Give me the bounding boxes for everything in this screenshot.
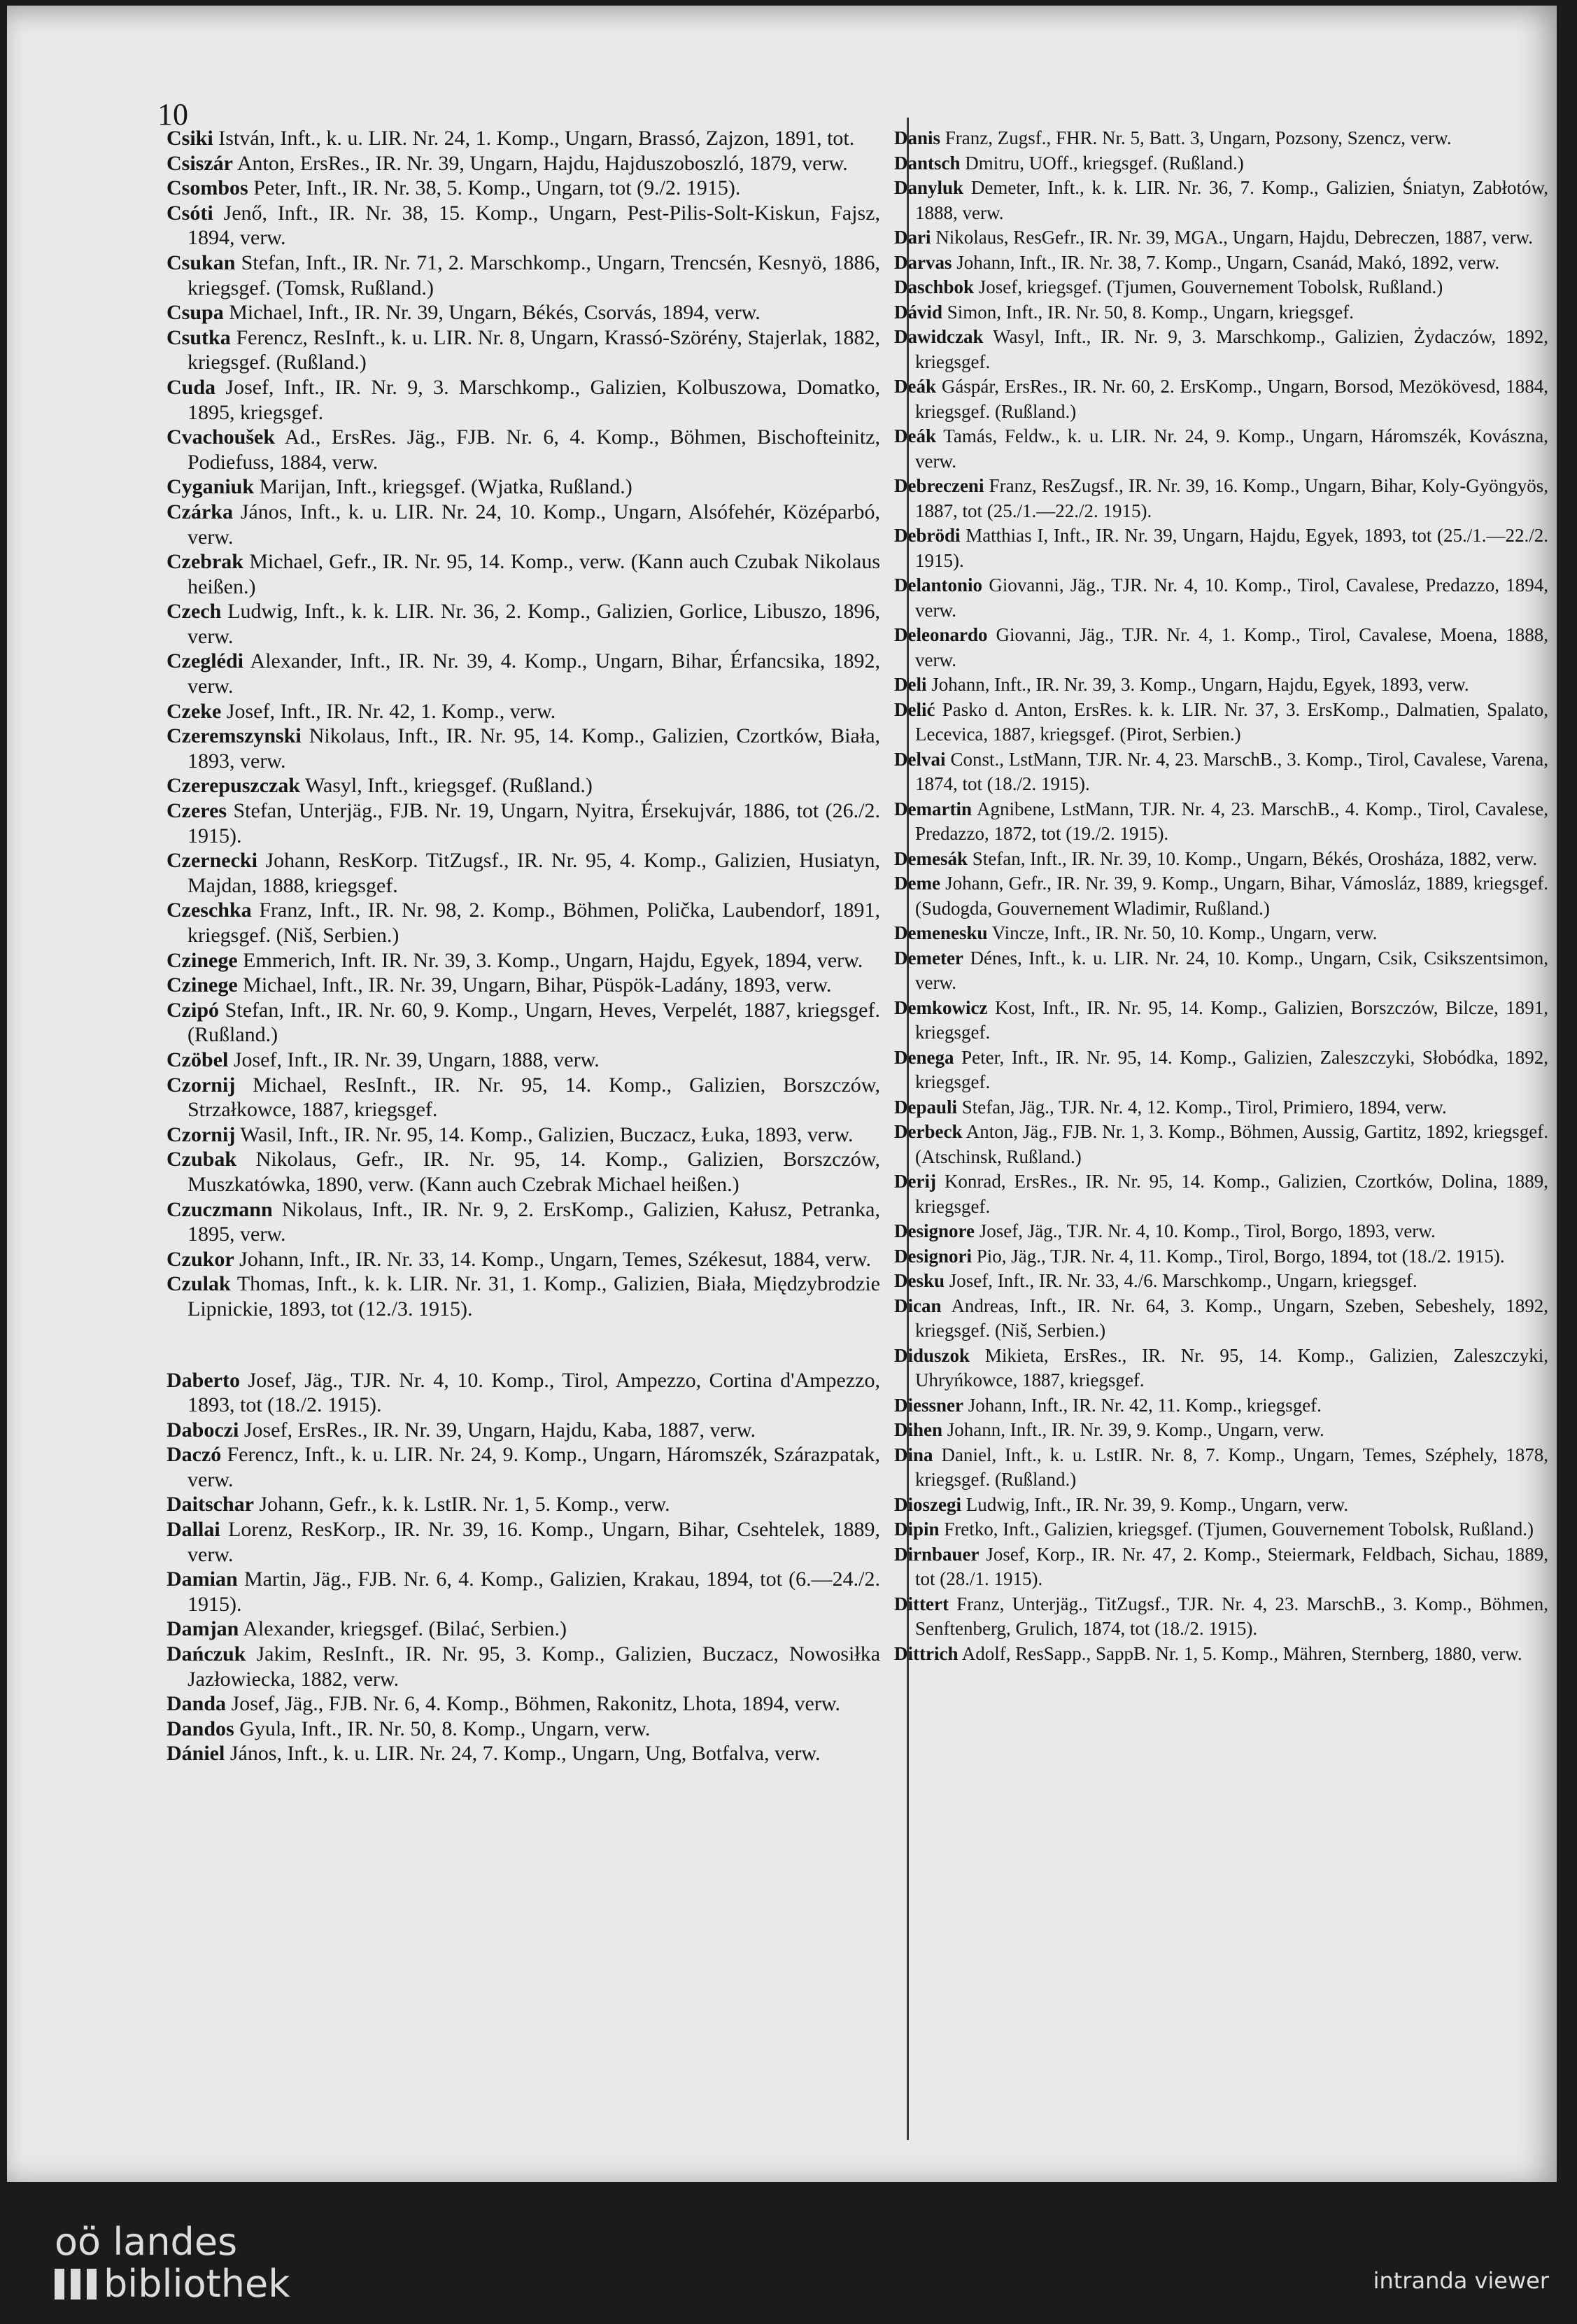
list-entry bbox=[894, 747, 1548, 797]
list-entry bbox=[167, 1418, 880, 1443]
entry-surname: Daboczi bbox=[167, 1418, 239, 1442]
entry-details: Fretko, Inft., Galizien, kriegsgef. (Tjumen, Gouvernement Tobolsk, Rußland.) bbox=[944, 1519, 1534, 1540]
entry-surname: Csupa bbox=[167, 301, 224, 325]
entry-surname: Czubak bbox=[167, 1148, 237, 1171]
list-entry bbox=[167, 699, 880, 724]
entry-surname: Csiszár bbox=[167, 151, 233, 175]
list-entry bbox=[894, 325, 1548, 374]
entry-surname: Czeremszynski bbox=[167, 724, 302, 748]
list-entry bbox=[167, 1073, 880, 1122]
list-entry bbox=[894, 797, 1548, 847]
entry-details: Emmerich, Inft. IR. Nr. 39, 3. Komp., Ungarn, Hajdu, Egyek, 1894, verw. bbox=[243, 948, 863, 972]
list-entry bbox=[894, 672, 1548, 698]
list-entry bbox=[894, 946, 1548, 996]
logo-bars-icon bbox=[55, 2269, 97, 2300]
entry-details: Stefan, Jäg., TJR. Nr. 4, 12. Komp., Tirol, Primiero, 1894, verw. bbox=[961, 1096, 1447, 1118]
entry-details: Anton, ErsRes., IR. Nr. 39, Ungarn, Hajdu, Hajduszoboszló, 1879, verw. bbox=[236, 151, 848, 175]
entry-details: Josef, Korp., IR. Nr. 47, 2. Komp., Steiermark, Feldbach, Sichau, 1889, tot (28./1. 1915). bbox=[915, 1543, 1548, 1589]
list-entry bbox=[167, 1691, 880, 1717]
list-entry bbox=[894, 1542, 1548, 1592]
entry-surname: Designore bbox=[894, 1220, 975, 1241]
left-column bbox=[167, 126, 880, 2169]
entry-details: Martin, Jäg., FJB. Nr. 6, 4. Komp., Galizien, Krakau, 1894, tot (6.—24./2. 1915). bbox=[188, 1568, 880, 1616]
entry-surname: Czinege bbox=[167, 973, 238, 997]
entry-surname: Demeter bbox=[894, 947, 963, 969]
entry-surname: Czech bbox=[167, 600, 222, 624]
list-entry bbox=[894, 300, 1548, 325]
entry-details: Ludwig, Inft., k. k. LIR. Nr. 36, 2. Komp., Galizien, Gorlice, Libuszo, 1896, verw. bbox=[188, 600, 880, 648]
list-entry bbox=[167, 599, 880, 649]
list-entry bbox=[894, 1493, 1548, 1518]
entry-surname: Cuda bbox=[167, 375, 216, 399]
entry-surname: Cyganiuk bbox=[167, 475, 255, 499]
entry-surname: Demartin bbox=[894, 798, 972, 819]
list-entry bbox=[167, 948, 880, 973]
list-entry bbox=[894, 623, 1548, 672]
list-entry bbox=[167, 1717, 880, 1742]
entry-details: Josef, Inft., IR. Nr. 9, 3. Marschkomp., Galizien, Kolbuszowa, Domatko, 1895, kriegsgef. bbox=[188, 375, 880, 424]
list-entry bbox=[167, 151, 880, 176]
list-entry bbox=[894, 1269, 1548, 1294]
entry-surname: Deleonardo bbox=[894, 624, 988, 645]
list-entry bbox=[167, 375, 880, 425]
list-entry bbox=[167, 549, 880, 599]
list-entry bbox=[167, 1048, 880, 1073]
entry-details: Agnibene, LstMann, TJR. Nr. 4, 23. MarschB., 4. Komp., Tirol, Cavalese, Predazzo, 1872, tot (19./2. 1915). bbox=[915, 798, 1548, 844]
entry-details: Wasyl, Inft., kriegsgef. (Rußland.) bbox=[305, 774, 593, 798]
entry-details: Nikolaus, ResGefr., IR. Nr. 39, MGA., Ungarn, Hajdu, Debreczen, 1887, verw. bbox=[935, 227, 1534, 248]
entry-details: Vincze, Inft., IR. Nr. 50, 10. Komp., Ungarn, verw. bbox=[991, 922, 1378, 943]
entry-surname: Daczó bbox=[167, 1443, 222, 1467]
list-entry bbox=[894, 1344, 1548, 1393]
entry-details: Tamás, Feldw., k. u. LIR. Nr. 24, 9. Komp., Ungarn, Háromszék, Kovászna, verw. bbox=[915, 425, 1548, 472]
entry-surname: Danis bbox=[894, 127, 941, 148]
entry-details: Jenő, Inft., IR. Nr. 38, 15. Komp., Ungarn, Pest-Pilis-Solt-Kiskun, Fajsz, 1894, verw. bbox=[188, 201, 880, 250]
list-entry bbox=[894, 1592, 1548, 1642]
list-entry bbox=[167, 973, 880, 998]
entry-surname: Dawidczak bbox=[894, 326, 984, 347]
entry-details: Mikieta, ErsRes., IR. Nr. 95, 14. Komp., Galizien, Zaleszczyki, Uhryńkowce, 1887, kriegsgef. bbox=[915, 1344, 1548, 1390]
entry-details: Franz, Zugsf., FHR. Nr. 5, Batt. 3, Ungarn, Pozsony, Szencz, verw. bbox=[945, 127, 1452, 148]
entry-details: Johann, Inft., IR. Nr. 38, 7. Komp., Ungarn, Csanád, Makó, 1892, verw. bbox=[956, 251, 1500, 273]
entry-details: Josef, Jäg., FJB. Nr. 6, 4. Komp., Böhmen, Rakonitz, Lhota, 1894, verw. bbox=[231, 1692, 841, 1716]
list-entry bbox=[167, 1122, 880, 1148]
entry-surname: Czeres bbox=[167, 799, 227, 823]
entry-details: Daniel, Inft., k. u. LstIR. Nr. 8, 7. Komp., Ungarn, Temes, Széphely, 1878, kriegsgef. (Rußland.) bbox=[915, 1444, 1548, 1490]
list-entry bbox=[894, 1294, 1548, 1344]
entry-surname: Derbeck bbox=[894, 1121, 963, 1142]
entry-details: Alexander, kriegsgef. (Bilać, Serbien.) bbox=[243, 1617, 567, 1641]
entry-details: Johann, Gefr., k. k. LstIR. Nr. 1, 5. Komp., verw. bbox=[259, 1493, 670, 1516]
entry-details: Johann, Inft., IR. Nr. 39, 3. Komp., Ungarn, Hajdu, Egyek, 1893, verw. bbox=[931, 674, 1469, 695]
entry-details: Demeter, Inft., k. k. LIR. Nr. 36, 7. Komp., Galizien, Śniatyn, Zabłotów, 1888, verw. bbox=[915, 177, 1548, 223]
list-entry bbox=[167, 474, 880, 500]
entry-details: Ferencz, ResInft., k. u. LIR. Nr. 8, Ungarn, Krassó-Szörény, Stajerlak, 1882, kriegsgef. (Rußland.) bbox=[188, 325, 880, 374]
entry-surname: Dioszegi bbox=[894, 1493, 961, 1515]
list-entry bbox=[894, 1219, 1548, 1244]
list-entry bbox=[894, 1045, 1548, 1095]
list-entry bbox=[167, 1147, 880, 1197]
entry-surname: Demenesku bbox=[894, 922, 988, 943]
entry-details: Giovanni, Jäg., TJR. Nr. 4, 10. Komp., Tirol, Cavalese, Predazzo, 1894, verw. bbox=[915, 575, 1548, 621]
entry-surname: Czebrak bbox=[167, 550, 243, 574]
list-entry bbox=[167, 1368, 880, 1418]
entry-surname: Debreczeni bbox=[894, 475, 984, 496]
list-entry bbox=[167, 425, 880, 474]
list-entry bbox=[894, 1393, 1548, 1418]
list-entry bbox=[167, 1741, 880, 1766]
list-entry bbox=[167, 649, 880, 698]
entry-details: Pasko d. Anton, ErsRes. k. k. LIR. Nr. 37, 3. ErsKomp., Dalmatien, Spalato, Lecevica, 1887, kriegsgef. (Pirot, Serbien.) bbox=[915, 698, 1548, 745]
entry-details: Kost, Inft., IR. Nr. 95, 14. Komp., Galizien, Borszczów, Bilcze, 1891, kriegsgef. bbox=[915, 996, 1548, 1043]
entry-surname: Deli bbox=[894, 674, 927, 695]
entry-surname: Czornij bbox=[167, 1073, 236, 1097]
entry-details: Johann, Inft., IR. Nr. 33, 14. Komp., Ungarn, Temes, Székesut, 1884, verw. bbox=[239, 1247, 871, 1271]
entry-surname: Diduszok bbox=[894, 1344, 970, 1366]
list-entry bbox=[167, 201, 880, 251]
entry-details: Adolf, ResSapp., SappB. Nr. 1, 5. Komp., Mähren, Sternberg, 1880, verw. bbox=[961, 1642, 1522, 1664]
entry-surname: Danda bbox=[167, 1692, 227, 1716]
entry-surname: Deme bbox=[894, 873, 940, 894]
list-entry bbox=[894, 176, 1548, 225]
entry-details: Anton, Jäg., FJB. Nr. 1, 3. Komp., Böhmen, Aussig, Gartitz, 1892, kriegsgef. (Atschinsk, Rußland.) bbox=[915, 1121, 1548, 1167]
list-entry bbox=[894, 698, 1548, 747]
list-entry bbox=[894, 424, 1548, 474]
list-entry bbox=[167, 176, 880, 201]
list-entry bbox=[167, 724, 880, 773]
entry-surname: Denega bbox=[894, 1046, 954, 1068]
entry-details: Nikolaus, Inft., IR. Nr. 9, 2. ErsKomp., Galizien, Kałusz, Petranka, 1895, verw. bbox=[188, 1197, 880, 1246]
entry-details: János, Inft., k. u. LIR. Nr. 24, 7. Komp., Ungarn, Ung, Botfalva, verw. bbox=[229, 1742, 821, 1766]
entry-surname: Czulak bbox=[167, 1272, 231, 1296]
entry-surname: Czipó bbox=[167, 998, 219, 1022]
entry-details: Marijan, Inft., kriegsgef. (Wjatka, Rußland.) bbox=[259, 475, 632, 499]
entry-surname: Dittrich bbox=[894, 1642, 959, 1664]
entry-surname: Damjan bbox=[167, 1617, 239, 1641]
entry-surname: Czukor bbox=[167, 1247, 234, 1271]
entry-details: Nikolaus, Inft., IR. Nr. 95, 14. Komp., Galizien, Czortków, Biała, 1893, verw. bbox=[188, 724, 880, 773]
entry-details: Franz, ResZugsf., IR. Nr. 39, 16. Komp., Ungarn, Bihar, Koly-Gyöngyös, 1887, tot (25./1.—22./2. 1915). bbox=[915, 475, 1548, 521]
entry-surname: Deák bbox=[894, 376, 936, 397]
entry-details: Gáspár, ErsRes., IR. Nr. 60, 2. ErsKomp., Ungarn, Borsod, Mezökövesd, 1884, kriegsgef. (Rußland.) bbox=[915, 376, 1548, 422]
list-entry bbox=[167, 1517, 880, 1567]
entry-surname: Designori bbox=[894, 1245, 972, 1267]
entry-details: Simon, Inft., IR. Nr. 50, 8. Komp., Ungarn, kriegsgef. bbox=[947, 301, 1354, 323]
entry-details: Nikolaus, Gefr., IR. Nr. 95, 14. Komp., Galizien, Borszczów, Muszkatówka, 1890, verw. (Kann auch Czebrak Michael heißen.) bbox=[188, 1148, 880, 1196]
list-entry bbox=[894, 474, 1548, 523]
entry-surname: Dirnbauer bbox=[894, 1543, 980, 1565]
entry-details: Stefan, Inft., IR. Nr. 39, 10. Komp., Ungarn, Békés, Orosháza, 1882, verw. bbox=[972, 847, 1538, 869]
entry-surname: Desku bbox=[894, 1270, 945, 1291]
entry-surname: Depauli bbox=[894, 1096, 958, 1118]
list-entry bbox=[894, 1517, 1548, 1542]
entry-details: Wasyl, Inft., IR. Nr. 9, 3. Marschkomp., Galizien, Żydaczów, 1892, kriegsgef. bbox=[915, 326, 1548, 372]
entry-surname: Delvai bbox=[894, 748, 946, 770]
list-entry bbox=[894, 275, 1548, 300]
entry-details: Michael, Gefr., IR. Nr. 95, 14. Komp., verw. (Kann auch Czubak Nikolaus heißen.) bbox=[188, 550, 880, 598]
entry-surname: Dańczuk bbox=[167, 1642, 246, 1666]
list-entry bbox=[894, 871, 1548, 921]
entry-surname: Czinege bbox=[167, 948, 238, 972]
library-logo[interactable] bbox=[55, 2221, 290, 2305]
entry-surname: Darvas bbox=[894, 251, 952, 273]
list-entry bbox=[167, 1642, 880, 1691]
entry-surname: Demesák bbox=[894, 847, 968, 869]
entry-surname: Csutka bbox=[167, 325, 231, 349]
entry-details: Franz, Unterjäg., TitZugsf., TJR. Nr. 4, 23. MarschB., 3. Komp., Böhmen, Senftenberg, Grulich, 1874, tot (18./2. 1915). bbox=[915, 1593, 1548, 1639]
entry-details: Johann, Gefr., IR. Nr. 39, 9. Komp., Ungarn, Bihar, Vámosláz, 1889, kriegsgef. (Sudogda, Gouvernement Wladimir, Rußland.) bbox=[915, 873, 1548, 919]
list-entry bbox=[894, 996, 1548, 1045]
logo-line-2: bibliothek bbox=[104, 2262, 290, 2306]
entry-details: Stefan, Inft., IR. Nr. 60, 9. Komp., Ungarn, Heves, Verpelét, 1887, kriegsgef. (Rußland.) bbox=[188, 998, 880, 1047]
list-entry bbox=[167, 848, 880, 898]
entry-surname: Delantonio bbox=[894, 575, 983, 596]
list-entry bbox=[894, 1169, 1548, 1219]
entry-surname: Damian bbox=[167, 1568, 238, 1591]
entry-surname: Derij bbox=[894, 1171, 936, 1192]
entry-surname: Delić bbox=[894, 698, 935, 720]
list-entry bbox=[167, 798, 880, 848]
list-entry bbox=[894, 151, 1548, 176]
list-entry bbox=[894, 1642, 1548, 1667]
entry-details: Stefan, Inft., IR. Nr. 71, 2. Marschkomp., Ungarn, Trencsén, Kesnyö, 1886, kriegsgef. (Tomsk, Rußland.) bbox=[188, 251, 880, 300]
list-entry bbox=[894, 847, 1548, 872]
entry-details: Andreas, Inft., IR. Nr. 64, 3. Komp., Ungarn, Szeben, Sebeshely, 1892, kriegsgef. (Niš, Serbien.) bbox=[915, 1295, 1548, 1341]
entry-surname: Czerepuszczak bbox=[167, 774, 301, 798]
entry-surname: Cvachoušek bbox=[167, 425, 276, 449]
list-entry bbox=[167, 1247, 880, 1272]
entry-details: Const., LstMann, TJR. Nr. 4, 23. MarschB., 3. Komp., Tirol, Cavalese, Varena, 1874, tot (18./2. 1915). bbox=[915, 748, 1548, 794]
entry-details: Dénes, Inft., k. u. LIR. Nr. 24, 10. Komp., Ungarn, Csik, Csikszentsimon, verw. bbox=[915, 947, 1548, 993]
entry-surname: Czeschka bbox=[167, 899, 252, 922]
entry-details: Johann, Inft., IR. Nr. 42, 11. Komp., kriegsgef. bbox=[968, 1394, 1322, 1416]
entry-details: Michael, ResInft., IR. Nr. 95, 14. Komp., Galizien, Borszczów, Strzałkowce, 1887, kriegsgef. bbox=[188, 1073, 880, 1122]
entry-details: Ludwig, Inft., IR. Nr. 39, 9. Komp., Ungarn, verw. bbox=[966, 1493, 1349, 1515]
list-entry bbox=[167, 1492, 880, 1517]
list-entry bbox=[894, 1120, 1548, 1169]
entry-details: János, Inft., k. u. LIR. Nr. 24, 10. Komp., Ungarn, Alsófehér, Középarbó, verw. bbox=[188, 500, 880, 549]
list-entry bbox=[894, 251, 1548, 276]
list-entry bbox=[167, 500, 880, 549]
list-entry bbox=[894, 126, 1548, 151]
entry-surname: Danyluk bbox=[894, 177, 964, 198]
entry-details: Ferencz, Inft., k. u. LIR. Nr. 24, 9. Komp., Ungarn, Háromszék, Szárazpatak, verw. bbox=[188, 1443, 880, 1491]
entry-details: Johann, Inft., IR. Nr. 39, 9. Komp., Ungarn, verw. bbox=[947, 1419, 1324, 1440]
entry-surname: Dipin bbox=[894, 1519, 940, 1540]
entry-details: Lorenz, ResKorp., IR. Nr. 39, 16. Komp., Ungarn, Bihar, Csehtelek, 1889, verw. bbox=[188, 1518, 880, 1566]
entry-surname: Dávid bbox=[894, 301, 943, 323]
entry-surname: Debrödi bbox=[894, 525, 961, 546]
section-gap bbox=[167, 1322, 880, 1368]
entry-surname: Daschbok bbox=[894, 276, 975, 297]
entry-details: Peter, Inft., IR. Nr. 38, 5. Komp., Ungarn, tot (9./2. 1915). bbox=[253, 176, 741, 200]
entry-surname: Csukan bbox=[167, 251, 236, 274]
list-entry bbox=[167, 251, 880, 300]
list-entry bbox=[167, 773, 880, 798]
list-entry bbox=[894, 1244, 1548, 1269]
entry-surname: Dallai bbox=[167, 1518, 220, 1542]
entry-surname: Csóti bbox=[167, 201, 213, 225]
entry-details: Giovanni, Jäg., TJR. Nr. 4, 1. Komp., Tirol, Cavalese, Moena, 1888, verw. bbox=[915, 624, 1548, 670]
entry-surname: Csombos bbox=[167, 176, 248, 200]
entry-details: Franz, Inft., IR. Nr. 98, 2. Komp., Böhmen, Polička, Laubendorf, 1891, kriegsgef. (Niš, Serbien.) bbox=[188, 899, 880, 947]
entry-surname: Czernecki bbox=[167, 849, 257, 873]
list-entry bbox=[167, 126, 880, 151]
entry-details: Wasil, Inft., IR. Nr. 95, 14. Komp., Galizien, Buczacz, Łuka, 1893, verw. bbox=[240, 1122, 854, 1146]
entry-surname: Czöbel bbox=[167, 1048, 229, 1071]
list-entry bbox=[167, 1272, 880, 1321]
entry-details: Josef, ErsRes., IR. Nr. 39, Ungarn, Hajdu, Kaba, 1887, verw. bbox=[243, 1418, 756, 1442]
entry-details: Peter, Inft., IR. Nr. 95, 14. Komp., Galizien, Zaleszczyki, Słobódka, 1892, kriegsgef. bbox=[915, 1046, 1548, 1092]
list-entry bbox=[894, 1418, 1548, 1443]
entry-surname: Czeglédi bbox=[167, 649, 243, 673]
list-entry bbox=[167, 1197, 880, 1247]
entry-details: Konrad, ErsRes., IR. Nr. 95, 14. Komp., Galizien, Czortków, Dolina, 1889, kriegsgef. bbox=[915, 1171, 1548, 1217]
entry-surname: Dina bbox=[894, 1444, 933, 1465]
entry-details: Dmitru, UOff., kriegsgef. (Rußland.) bbox=[965, 152, 1244, 174]
list-entry bbox=[167, 300, 880, 325]
entry-surname: Czuczmann bbox=[167, 1197, 273, 1221]
list-entry bbox=[167, 898, 880, 948]
viewer-footer bbox=[0, 2182, 1577, 2324]
page-number: 10 bbox=[157, 97, 188, 132]
list-entry bbox=[894, 1443, 1548, 1493]
list-entry bbox=[894, 1095, 1548, 1120]
entry-surname: Csiki bbox=[167, 127, 213, 150]
entry-details: Josef, kriegsgef. (Tjumen, Gouvernement Tobolsk, Rußland.) bbox=[978, 276, 1443, 297]
entry-surname: Dican bbox=[894, 1295, 942, 1316]
list-entry bbox=[167, 998, 880, 1048]
entry-surname: Demkowicz bbox=[894, 996, 988, 1018]
list-entry bbox=[167, 325, 880, 375]
list-entry bbox=[894, 374, 1548, 424]
entry-surname: Dittert bbox=[894, 1593, 949, 1614]
scanned-page bbox=[7, 6, 1557, 2182]
entry-surname: Daitschar bbox=[167, 1493, 254, 1516]
list-entry bbox=[894, 573, 1548, 623]
entry-surname: Dantsch bbox=[894, 152, 961, 174]
entry-surname: Czeke bbox=[167, 699, 222, 723]
list-entry bbox=[894, 523, 1548, 573]
entry-surname: Czárka bbox=[167, 500, 233, 523]
entry-surname: Deák bbox=[894, 425, 936, 446]
entry-details: Josef, Jäg., TJR. Nr. 4, 10. Komp., Tirol, Borgo, 1893, verw. bbox=[979, 1220, 1436, 1241]
entry-surname: Dari bbox=[894, 227, 931, 248]
entry-details: Matthias I, Inft., IR. Nr. 39, Ungarn, Hajdu, Egyek, 1893, tot (25./1.—22./2. 1915). bbox=[915, 525, 1548, 571]
entry-details: István, Inft., k. u. LIR. Nr. 24, 1. Komp., Ungarn, Brassó, Zajzon, 1891, tot. bbox=[218, 127, 855, 150]
logo-line-1: oö landes bbox=[55, 2220, 238, 2264]
right-column bbox=[894, 126, 1548, 2169]
entry-details: Josef, Inft., IR. Nr. 33, 4./6. Marschkomp., Ungarn, kriegsgef. bbox=[949, 1270, 1417, 1291]
entry-details: Ad., ErsRes. Jäg., FJB. Nr. 6, 4. Komp., Böhmen, Bischofteinitz, Podiefuss, 1884, verw. bbox=[188, 425, 880, 474]
list-entry bbox=[894, 921, 1548, 946]
entry-details: Alexander, Inft., IR. Nr. 39, 4. Komp., Ungarn, Bihar, Érfancsika, 1892, verw. bbox=[188, 649, 880, 698]
entry-details: Josef, Inft., IR. Nr. 39, Ungarn, 1888, verw. bbox=[233, 1048, 600, 1071]
viewer-label: intranda viewer bbox=[1373, 2267, 1549, 2294]
entry-surname: Diessner bbox=[894, 1394, 963, 1416]
entry-details: Gyula, Inft., IR. Nr. 50, 8. Komp., Ungarn, verw. bbox=[239, 1717, 651, 1740]
entry-details: Michael, Inft., IR. Nr. 39, Ungarn, Bihar, Püspök-Ladány, 1893, verw. bbox=[243, 973, 832, 997]
list-entry bbox=[167, 1617, 880, 1642]
list-entry bbox=[894, 225, 1548, 251]
entry-surname: Dániel bbox=[167, 1742, 225, 1766]
entry-surname: Dihen bbox=[894, 1419, 943, 1440]
list-entry bbox=[167, 1567, 880, 1617]
entry-details: Thomas, Inft., k. k. LIR. Nr. 31, 1. Komp., Galizien, Biała, Międzybrodzie Lipnickie, 1893, tot (12./3. 1915). bbox=[188, 1272, 880, 1321]
entry-surname: Czornij bbox=[167, 1122, 236, 1146]
entry-details: Pio, Jäg., TJR. Nr. 4, 11. Komp., Tirol, Borgo, 1894, tot (18./2. 1915). bbox=[976, 1245, 1505, 1267]
entry-details: Josef, Inft., IR. Nr. 42, 1. Komp., verw. bbox=[226, 699, 556, 723]
entry-surname: Daberto bbox=[167, 1368, 240, 1392]
entry-details: Johann, ResKorp. TitZugsf., IR. Nr. 95, 4. Komp., Galizien, Husiatyn, Majdan, 1888, kriegsgef. bbox=[188, 849, 880, 897]
entry-details: Michael, Inft., IR. Nr. 39, Ungarn, Békés, Csorvás, 1894, verw. bbox=[229, 301, 761, 325]
entry-details: Jakim, ResInft., IR. Nr. 95, 3. Komp., Galizien, Buczacz, Nowosiłka Jazłowiecka, 1882, verw. bbox=[188, 1642, 880, 1691]
entry-details: Stefan, Unterjäg., FJB. Nr. 19, Ungarn, Nyitra, Érsekujvár, 1886, tot (26./2. 1915). bbox=[188, 799, 880, 847]
entry-details: Josef, Jäg., TJR. Nr. 4, 10. Komp., Tirol, Ampezzo, Cortina d'Ampezzo, 1893, tot (18./2. 1915). bbox=[188, 1368, 880, 1417]
entry-surname: Dandos bbox=[167, 1717, 234, 1740]
list-entry bbox=[167, 1442, 880, 1492]
